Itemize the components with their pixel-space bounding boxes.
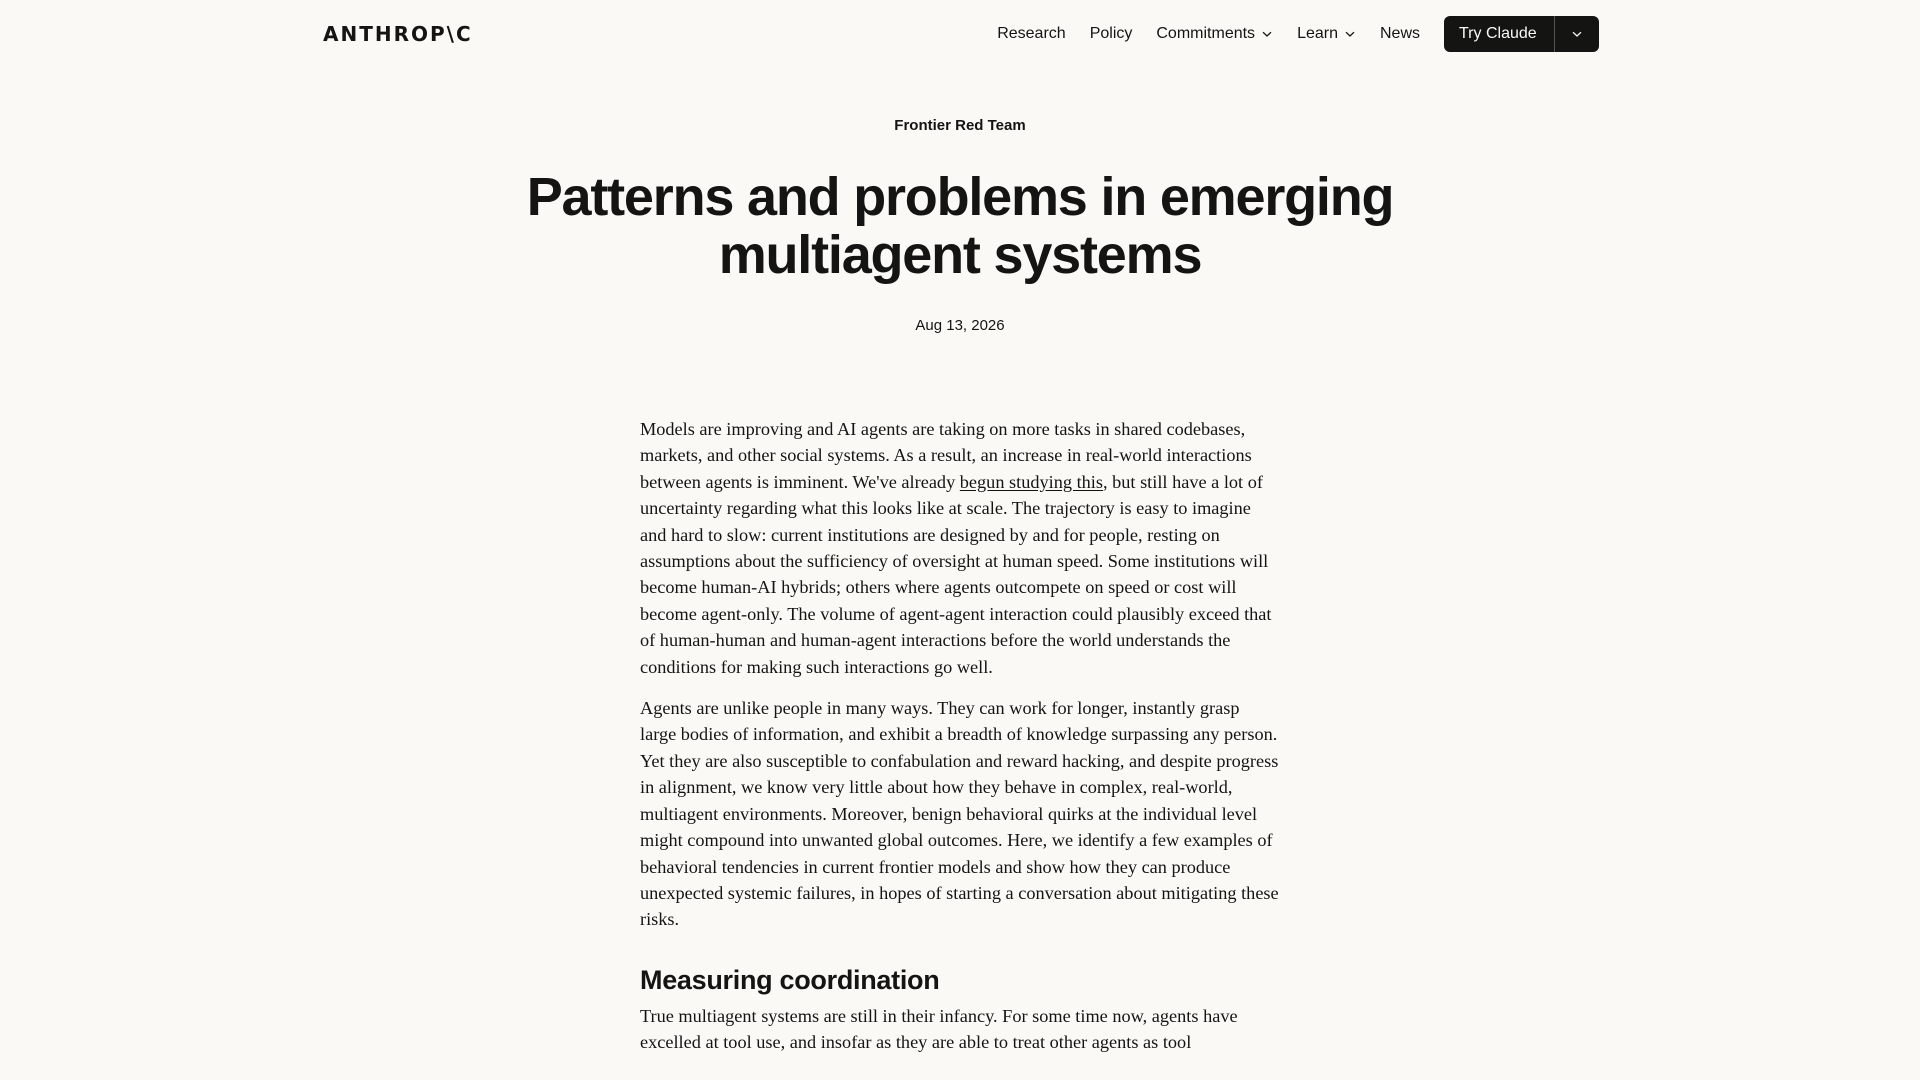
nav-link-news[interactable]	[1380, 25, 1420, 43]
paragraph-text: Models are improving and AI agents are taking on more tasks in shared codebases, markets, and other social systems. As a result, an increase in real-world interactions between agents is imminent. We've already	[640, 419, 1252, 492]
paragraph-agents: Agents are unlike people in many ways. They can work for longer, instantly grasp large bodies of information, and exhibit a breadth of knowledge surpassing any person. Yet they are also susceptible to confabulation and reward hacking, and despite progress in alignment, we know very little about how they behave in complex, real-world, multiagent environments. Moreover, benign behavioral quirks at the individual level might compound into unwanted global outcomes. Here, we identify a few examples of behavioral tendencies in current frontier models and show how they can produce unexpected systemic failures, in hopes of starting a conversation about mitigating these risks.	[640, 698, 1279, 930]
nav-link-label: Commitments	[1156, 25, 1256, 42]
nav-link-learn[interactable]	[1297, 25, 1356, 43]
paragraph-text: , but still have a lot of uncertainty regarding what this looks like at scale. The trajectory is easy to imagine and hard to slow: current institutions are designed by and for people, resting on assumptions about the sufficiency of oversight at human speed. Some institutions will become human-AI hybrids; others where agents outcompete on speed or cost will become agent-only. The volume of agent-agent interaction could plausibly exceed that of human-human and human-agent interactions before the world understands the conditions for making such interactions go well.	[640, 471, 1272, 677]
paragraph-intro	[640, 416, 1280, 680]
nav-link-label: News	[1379, 25, 1420, 42]
article-body	[640, 416, 1280, 1071]
nav-link-label: Policy	[1089, 25, 1133, 42]
nav-link-label: Learn	[1297, 25, 1338, 42]
publish-date: Aug 13, 2026	[915, 317, 1005, 334]
chevron-down-icon	[1571, 28, 1583, 40]
chevron-down-icon	[1261, 28, 1273, 40]
anthropic-logo[interactable]: ANTHROP\C	[323, 22, 473, 46]
nav-links	[997, 16, 1420, 52]
top-nav	[0, 0, 1920, 68]
try-claude-menu-button[interactable]	[1555, 16, 1599, 52]
page-title: Patterns and problems in emerging multiagent systems	[526, 167, 1394, 285]
nav-link-policy[interactable]	[1090, 25, 1133, 43]
begun-studying-link[interactable]: begun studying this	[959, 471, 1103, 492]
article-category: Frontier Red Team	[894, 117, 1026, 134]
try-claude-button-group	[1444, 16, 1599, 52]
try-claude-button[interactable]: Try Claude	[1459, 25, 1537, 42]
nav-link-label: Research	[997, 25, 1066, 42]
nav-link-research[interactable]	[997, 25, 1065, 43]
nav-link-commitments[interactable]	[1156, 25, 1273, 43]
paragraph-coordination: True multiagent systems are still in their infancy. For some time now, agents have excelled at tool use, and insofar as they are able to treat other agents as tool	[640, 1005, 1238, 1053]
chevron-down-icon	[1344, 28, 1356, 40]
section-heading: Measuring coordination	[640, 964, 940, 995]
